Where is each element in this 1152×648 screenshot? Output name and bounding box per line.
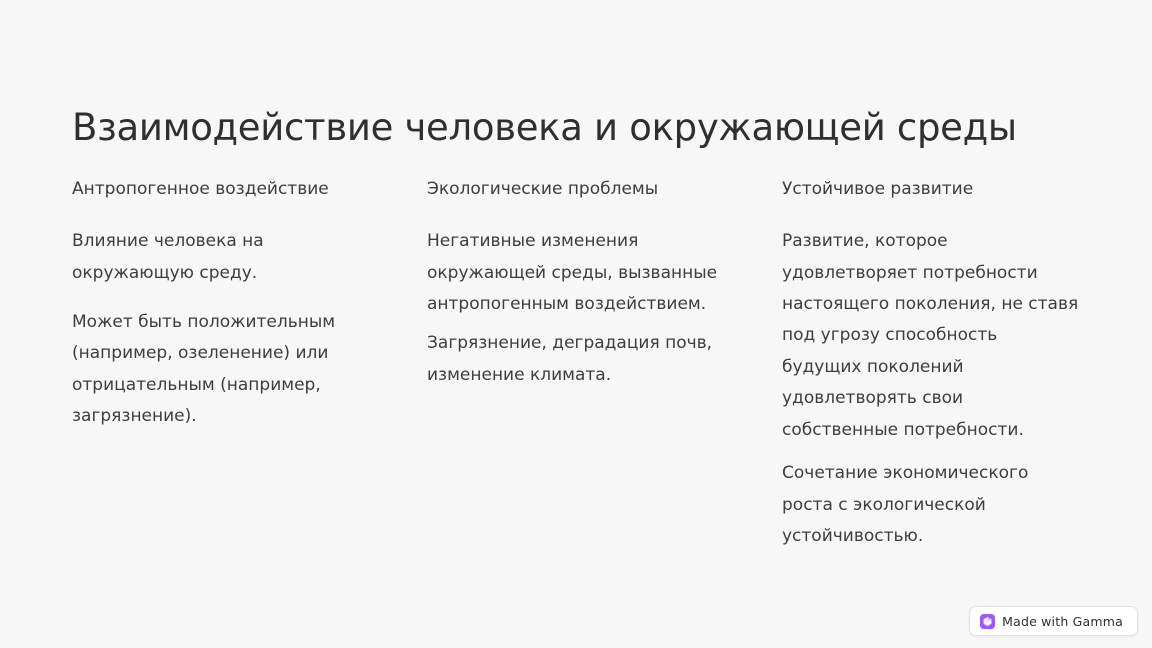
column-paragraph: Влияние человека на окружающую среду. [72, 231, 264, 283]
column-paragraph: Негативные изменения окружающей среды, вызванные антропогенным воздействием. [427, 231, 718, 314]
badge-label: Made with Gamma [1002, 613, 1123, 629]
column-heading: Антропогенное воздействие [72, 179, 329, 199]
column-paragraph: Сочетание экономического роста с экологической устойчивостью. [782, 463, 1029, 547]
made-with-gamma-badge[interactable] [969, 606, 1138, 636]
column-anthropogenic-impact [72, 178, 369, 433]
three-column-content [72, 178, 1080, 552]
column-heading: Экологические проблемы [427, 179, 659, 199]
column-sustainable-development [782, 178, 1079, 552]
column-heading: Устойчивое развитие [782, 179, 974, 199]
gamma-logo-icon [980, 614, 995, 629]
column-paragraph: Может быть положительным (например, озеленение) или отрицательным (например, загрязнение). [72, 311, 336, 427]
column-paragraph: Развитие, которое удовлетворяет потребности настоящего поколения, не ставя под угрозу способность будущих поколений удовлетворять свои собственные потребности. [782, 231, 1079, 440]
column-ecological-problems [427, 178, 724, 391]
page-title: Взаимодействие человека и окружающей среды [72, 105, 1017, 149]
column-paragraph: Загрязнение, деградация почв, изменение климата. [427, 333, 713, 385]
